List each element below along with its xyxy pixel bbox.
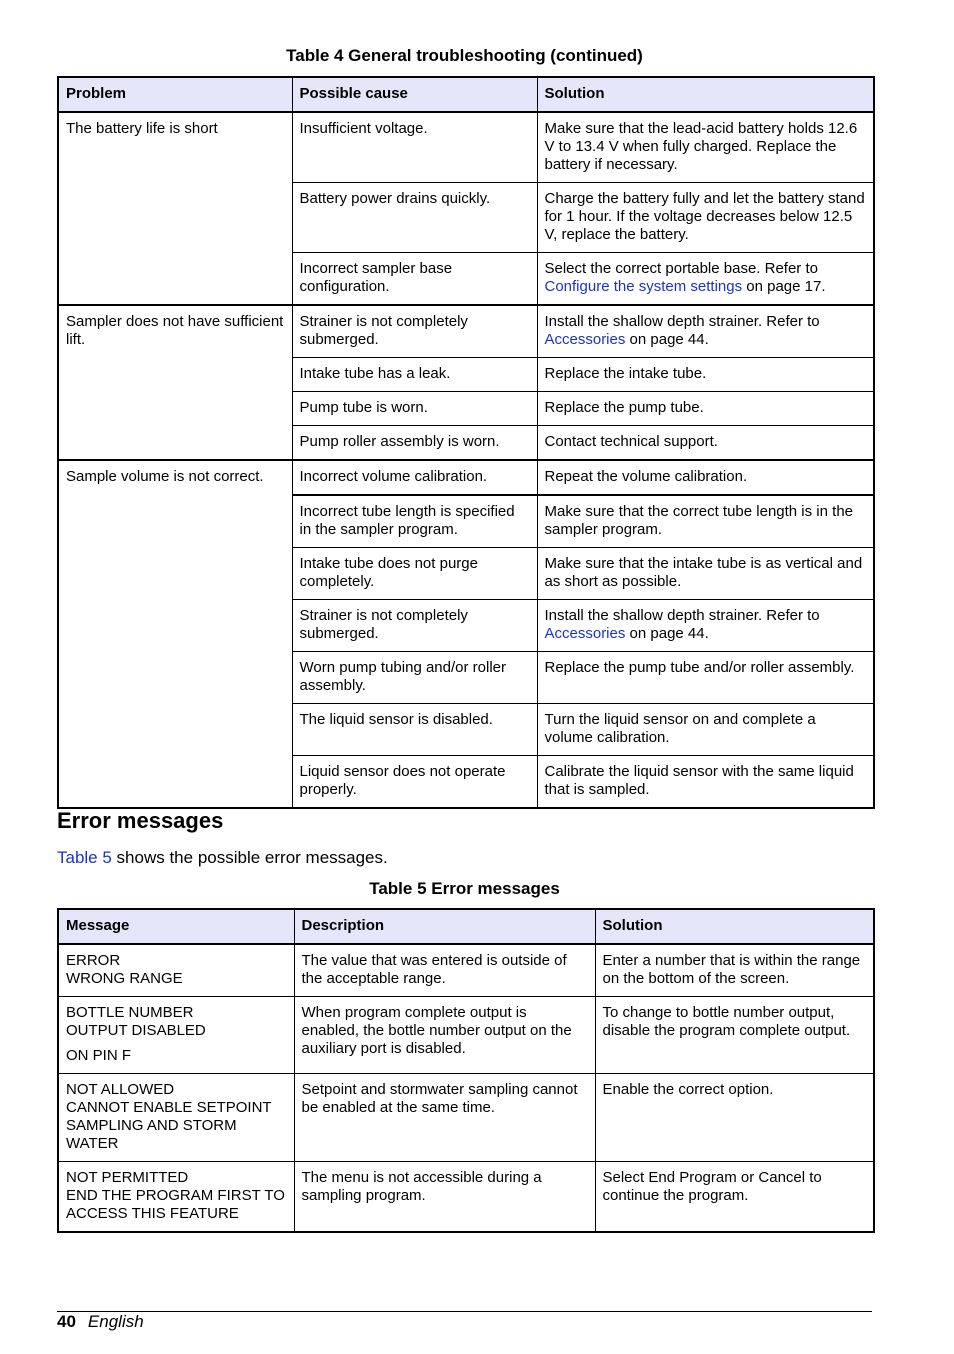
- message-line: ON PIN F: [66, 1047, 132, 1064]
- solution-text: on page 44.: [625, 331, 709, 348]
- cause-cell: Pump roller assembly is worn.: [292, 426, 537, 461]
- solution-cell: Make sure that the lead-acid battery holds 12.6 V to 13.4 V when fully charged. Replace the battery if necessary.: [537, 112, 874, 183]
- solution-cell: Make sure that the correct tube length is in the sampler program.: [537, 495, 874, 548]
- message-cell: [58, 1162, 294, 1233]
- cause-cell: Liquid sensor does not operate properly.: [292, 756, 537, 809]
- cause-cell: Strainer is not completely submerged.: [292, 305, 537, 358]
- solution-cell: To change to bottle number output, disable the program complete output.: [595, 997, 874, 1074]
- table-row: [58, 1074, 874, 1162]
- solution-cell: Charge the battery fully and let the battery stand for 1 hour. If the voltage decreases below 12.5 V, replace the battery.: [537, 183, 874, 253]
- accessories-link[interactable]: Accessories: [544, 331, 626, 348]
- description-cell: The value that was entered is outside of the acceptable range.: [294, 944, 595, 997]
- table-row: [58, 1162, 874, 1233]
- table-row: [58, 305, 874, 358]
- problem-cell: Sampler does not have sufficient lift.: [58, 305, 292, 460]
- column-header-description: Description: [294, 909, 595, 944]
- cause-cell: Incorrect sampler base configuration.: [292, 253, 537, 306]
- section-heading: Error messages: [57, 808, 224, 833]
- solution-cell: Repeat the volume calibration.: [537, 460, 874, 495]
- column-header-solution: Solution: [537, 77, 874, 112]
- troubleshooting-table: [57, 76, 875, 809]
- solution-cell: Replace the pump tube and/or roller assembly.: [537, 652, 874, 704]
- intro-text: shows the possible error messages.: [111, 848, 388, 867]
- cause-cell: Incorrect volume calibration.: [292, 460, 537, 495]
- solution-text: Install the shallow depth strainer. Refer to: [544, 607, 820, 624]
- cause-cell: Insufficient voltage.: [292, 112, 537, 183]
- error-messages-table: [57, 908, 875, 1233]
- footer-language: English: [87, 1312, 144, 1331]
- table-header-row: [58, 77, 874, 112]
- message-cell: [58, 997, 294, 1074]
- table4-caption: Table 4 General troubleshooting (continued): [286, 46, 643, 65]
- cause-cell: Worn pump tubing and/or roller assembly.: [292, 652, 537, 704]
- cause-cell: Incorrect tube length is specified in the sampler program.: [292, 495, 537, 548]
- solution-cell: Contact technical support.: [537, 426, 874, 461]
- solution-cell: [537, 253, 874, 306]
- table5-link[interactable]: Table 5: [57, 848, 112, 867]
- column-header-message: Message: [58, 909, 294, 944]
- cause-cell: Strainer is not completely submerged.: [292, 600, 537, 652]
- cause-cell: Battery power drains quickly.: [292, 183, 537, 253]
- table-row: [58, 997, 874, 1074]
- message-line: ERROR: [66, 952, 121, 969]
- column-header-problem: Problem: [58, 77, 292, 112]
- solution-cell: Enable the correct option.: [595, 1074, 874, 1162]
- intro-paragraph: [57, 848, 388, 868]
- description-cell: The menu is not accessible during a sampling program.: [294, 1162, 595, 1233]
- problem-cell: The battery life is short: [58, 112, 292, 305]
- table-row: [58, 112, 874, 183]
- problem-cell: Sample volume is not correct.: [58, 460, 292, 808]
- message-line: WRONG RANGE: [66, 970, 183, 987]
- solution-cell: [537, 305, 874, 358]
- message-line: NOT PERMITTED: [66, 1169, 189, 1186]
- cause-cell: Pump tube is worn.: [292, 392, 537, 426]
- solution-cell: Calibrate the liquid sensor with the same liquid that is sampled.: [537, 756, 874, 809]
- solution-cell: [537, 600, 874, 652]
- configure-system-settings-link[interactable]: Configure the system settings: [544, 278, 743, 295]
- solution-cell: Enter a number that is within the range on the bottom of the screen.: [595, 944, 874, 997]
- message-line: BOTTLE NUMBER: [66, 1004, 194, 1021]
- cause-cell: The liquid sensor is disabled.: [292, 704, 537, 756]
- cause-cell: Intake tube does not purge completely.: [292, 548, 537, 600]
- message-gap: [66, 1040, 287, 1047]
- table-row: [58, 944, 874, 997]
- footer-divider: [57, 1311, 872, 1312]
- solution-text: on page 44.: [625, 625, 709, 642]
- solution-cell: Turn the liquid sensor on and complete a volume calibration.: [537, 704, 874, 756]
- solution-text: on page 17.: [742, 278, 826, 295]
- message-line: END THE PROGRAM FIRST TO ACCESS THIS FEATURE: [66, 1187, 285, 1222]
- solution-cell: Select End Program or Cancel to continue the program.: [595, 1162, 874, 1233]
- description-cell: Setpoint and stormwater sampling cannot be enabled at the same time.: [294, 1074, 595, 1162]
- message-cell: [58, 1074, 294, 1162]
- cause-cell: Intake tube has a leak.: [292, 358, 537, 392]
- table-row: [58, 460, 874, 495]
- column-header-solution: Solution: [595, 909, 874, 944]
- table5-caption: Table 5 Error messages: [369, 879, 560, 898]
- page-number: 40: [57, 1312, 76, 1331]
- table-header-row: [58, 909, 874, 944]
- description-cell: When program complete output is enabled, the bottle number output on the auxiliary port is disabled.: [294, 997, 595, 1074]
- message-cell: [58, 944, 294, 997]
- solution-cell: Replace the pump tube.: [537, 392, 874, 426]
- message-line: NOT ALLOWED: [66, 1081, 175, 1098]
- solution-cell: Make sure that the intake tube is as vertical and as short as possible.: [537, 548, 874, 600]
- message-line: CANNOT ENABLE SETPOINT SAMPLING AND STORM WATER: [66, 1099, 272, 1152]
- solution-text: Install the shallow depth strainer. Refer to: [544, 313, 820, 330]
- solution-text: Select the correct portable base. Refer to: [544, 260, 818, 277]
- column-header-possible-cause: Possible cause: [292, 77, 537, 112]
- accessories-link[interactable]: Accessories: [544, 625, 626, 642]
- solution-cell: Replace the intake tube.: [537, 358, 874, 392]
- message-line: OUTPUT DISABLED: [66, 1022, 206, 1039]
- page-footer: [57, 1312, 144, 1332]
